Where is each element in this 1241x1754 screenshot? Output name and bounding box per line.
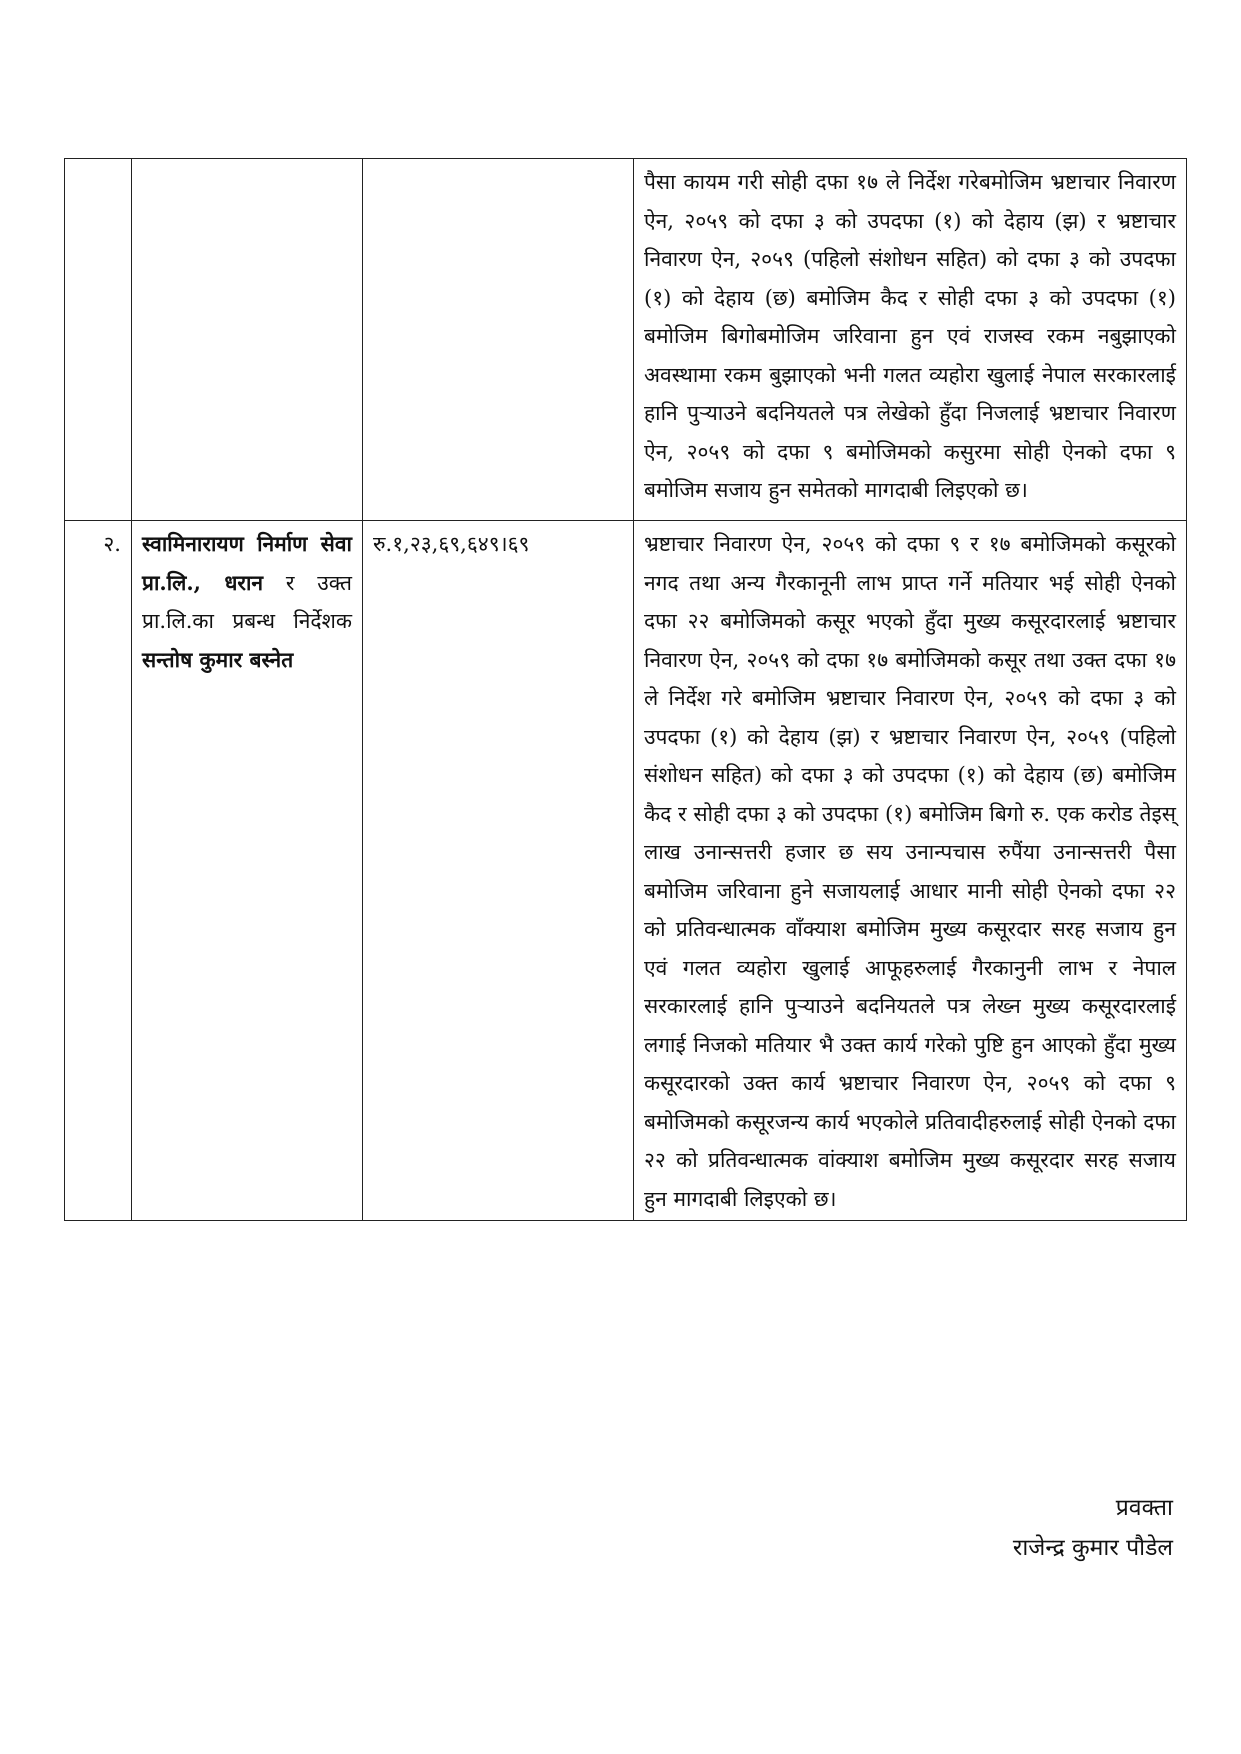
signatory-name: राजेन्द्र कुमार पौडेल	[1012, 1535, 1173, 1561]
defendant-cell	[132, 159, 363, 521]
amount-cell	[363, 159, 634, 521]
serial-cell: २.	[65, 521, 132, 1221]
serial-cell	[65, 159, 132, 521]
claim-text-cell: भ्रष्टाचार निवारण ऐन, २०५९ को दफा ९ र १७ बमोजिमको कसूरको नगद तथा अन्य गैरकानूनी लाभ प्राप्त गर्ने मतियार भई सोही ऐनको दफा २२ बमोजिमको कसूर भएको हुँदा मुख्य कसूरदारलाई भ्रष्टाचार निवारण ऐन, २०५९ को दफा १७ बमोजिमको कसूर तथा उक्त दफा १७ ले निर्देश गरे बमोजिम भ्रष्टाचार निवारण ऐन, २०५९ को दफा ३ को उपदफा (१) को देहाय (झ) र भ्रष्टाचार निवारण ऐन, २०५९ (पहिलो संशोधन सहित) को दफा ३ को उपदफा (१) को देहाय (छ) बमोजिम कैद र सोही दफा ३ को उपदफा (१) बमोजिम बिगो रु. एक करोड तेइस् लाख उनान्सत्तरी हजार छ सय उनान्पचास रुपैंया उनान्सत्तरी पैसा बमोजिम जरिवाना हुने सजायलाई आधार मानी सोही ऐनको दफा २२ को प्रतिवन्धात्मक वाँक्याश बमोजिम मुख्य कसूरदार सरह सजाय हुन एवं गलत व्यहोरा खुलाई आफूहरुलाई गैरकानुनी लाभ र नेपाल सरकारलाई हानि पुऱ्याउने बदनियतले पत्र लेख्न मुख्य कसूरदारलाई लगाई निजको मतियार भै उक्त कार्य गरेको पुष्टि हुन आएको हुँदा मुख्य कसूरदारको उक्त कार्य भ्रष्टाचार निवारण ऐन, २०५९ को दफा ९ बमोजिमको कसूरजन्य कार्य भएकोले प्रतिवादीहरुलाई सोही ऐनको दफा २२ को प्रतिवन्धात्मक वांक्याश बमोजिम मुख्य कसूरदार सरह सजाय हुन मागदाबी लिइएको छ।	[634, 521, 1187, 1221]
claim-text-cell: पैसा कायम गरी सोही दफा १७ ले निर्देश गरेबमोजिम भ्रष्टाचार निवारण ऐन, २०५९ को दफा ३ को उपदफा (१) को देहाय (झ) र भ्रष्टाचार निवारण ऐन, २०५९ (पहिलो संशोधन सहित) को दफा ३ को उपदफा (१) को देहाय (छ) बमोजिम कैद र सोही दफा ३ को उपदफा (१) बमोजिम बिगोबमोजिम जरिवाना हुन एवं राजस्व रकम नबुझाएको अवस्थामा रकम बुझाएको भनी गलत व्यहोरा खुलाई नेपाल सरकारलाई हानि पुऱ्याउने बदनियतले पत्र लेखेको हुँदा निजलाई भ्रष्टाचार निवारण ऐन, २०५९ को दफा ९ बमोजिमको कसुरमा सोही ऐनको दफा ९ बमोजिम सजाय हुन समेतको मागदाबी लिइएको छ।	[634, 159, 1187, 521]
defendant-connector: र उक्त प्रा.लि.का प्रबन्ध निर्देशक	[142, 570, 352, 633]
charge-table	[64, 158, 1187, 1221]
table-row	[65, 159, 1187, 521]
defendant-person: सन्तोष कुमार बस्नेत	[142, 646, 294, 672]
defendant-cell	[132, 521, 363, 1221]
signatory-title: प्रवक्ता	[1115, 1495, 1173, 1521]
defendant-company: स्वामिनारायण निर्माण सेवा प्रा.लि., धरान	[142, 531, 352, 595]
amount-cell: रु.१,२३,६९,६४९।६९	[363, 521, 634, 1221]
table-row	[65, 521, 1187, 1221]
